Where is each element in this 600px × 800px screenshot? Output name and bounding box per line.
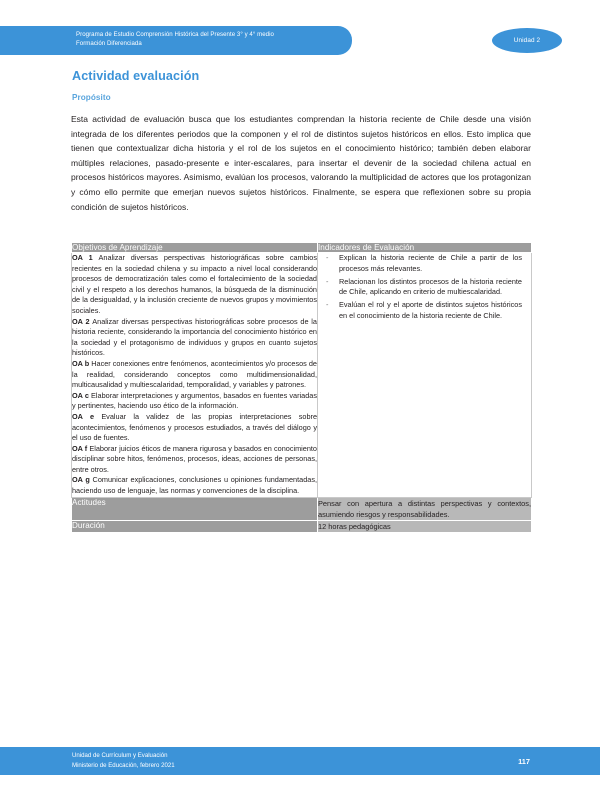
column-header-indicadores: Indicadores de Evaluación: [318, 243, 532, 253]
oa-item: [72, 253, 317, 317]
oa-text: Evaluar la validez de las propias interpretaciones sobre acontecimientos, fenómenos y procesos estudiados, a través del diálogo y el uso de fuentes.: [72, 411, 317, 443]
indicador-item: - Evalúan el rol y el aporte de distintos sujetos históricos en el conocimiento de la historia reciente de Chile.: [323, 300, 522, 322]
oa-code: OA 2: [72, 316, 93, 326]
oa-item: [72, 444, 317, 476]
column-header-objetivos: Objetivos de Aprendizaje: [72, 243, 318, 253]
header-program-text: [76, 30, 346, 48]
oa-item: [72, 412, 317, 444]
oa-text: Analizar diversas perspectivas historiográficas sobre cambios recientes en la sociedad chilena y su impacto a nivel local considerando procesos de democratización tales como el fortalecimiento de la sociedad civil y el respeto a los derechos humanos, la búsqueda de la disminución de la desigualdad, y la inclusión creciente de nuevos grupos y movimientos sociales.: [72, 253, 317, 315]
oa-code: OA c: [72, 390, 92, 400]
footer-line1: Unidad de Currículum y Evaluación: [72, 752, 168, 760]
duracion-value: 12 horas pedagógicas: [318, 520, 532, 532]
actitudes-value: Pensar con apertura a distintas perspectivas y contextos, asumiendo riesgos y responsabilidades.: [318, 498, 531, 519]
intro-paragraph: Esta actividad de evaluación busca que los estudiantes comprendan la historia reciente de Chile desde una visión integrada de los diferentes periodos que la componen y el rol de distintos sujetos históricos en ellos. Esto implica que tienen que contextualizar dicha historia y el rol de los sujetos en el conocimiento histórico; también deben elaborar múltiples relaciones, pasado-presente e inter-escalares, para insertar el devenir de la sociedad chilena actual en procesos históricos mayores. Asimismo, evalúan los procesos, valorando la multiplicidad de actores que los protagonizan y cómo ello permite que emerjan nuevos sujetos históricos. Finalmente, se espera que reflexionen sobre su propia condición de sujetos históricos.: [71, 114, 531, 212]
oa-text: Elaborar interpretaciones y argumentos, basados en fuentes variadas y pertinentes, haciendo uso ético de la información.: [72, 390, 317, 411]
header-program-line2: Formación Diferenciada: [76, 40, 142, 48]
oa-text: Analizar diversas perspectivas historiográficas sobre procesos de la historia reciente, considerando la importancia del conocimiento histórico en la sociedad y el protagonismo de individuos y grupos en cuanto sujetos históricos.: [72, 316, 317, 358]
oa-item: [72, 317, 317, 359]
oa-code: OA g: [72, 475, 93, 485]
indicador-item: - Relacionan los distintos procesos de la historia reciente de Chile, aplicando en criterio de multiescalaridad.: [323, 277, 522, 299]
duracion-label: Duración: [72, 520, 318, 532]
unit-badge: Unidad 2: [492, 28, 562, 53]
footer-text: [72, 751, 175, 770]
oa-code: OA b: [72, 358, 92, 368]
indicador-item: - Explican la historia reciente de Chile a partir de los procesos más relevantes.: [323, 253, 522, 275]
oa-text: Hacer conexiones entre fenómenos, acontecimientos y/o procesos de la realidad, considerando conceptos como multidimensionalidad, multicausalidad y multiescalaridad, temporalidad, y variables y patrones.: [72, 358, 317, 390]
page-number: 117: [518, 757, 530, 766]
oa-text: Comunicar explicaciones, conclusiones u opiniones fundamentadas, haciendo uso de lenguaje, las normas y convenciones de la disciplina.: [72, 475, 317, 496]
oa-code: OA 1: [72, 253, 99, 262]
indicadores-cell: [318, 253, 532, 498]
oa-item: [72, 391, 317, 412]
section-subtitle: Propósito: [72, 93, 111, 102]
table-row: [72, 253, 532, 498]
indicadores-list: [323, 253, 522, 322]
header-program-line1: Programa de Estudio Comprensión Histórica del Presente 3° y 4° medio: [76, 31, 274, 38]
oa-item: [72, 359, 317, 391]
actitudes-label: Actitudes: [72, 497, 318, 520]
oa-item: [72, 475, 317, 496]
page-title: Actividad evaluación: [72, 69, 200, 83]
oa-list: [72, 253, 317, 497]
table-row-actitudes: [72, 497, 532, 520]
footer-line2: Ministerio de Educación, febrero 2021: [72, 761, 175, 769]
table-header-row: [72, 243, 532, 253]
oa-code: OA e: [72, 411, 102, 421]
objetivos-cell: [72, 253, 318, 498]
table-row-duracion: [72, 520, 532, 532]
oa-code: OA f: [72, 443, 90, 453]
objectives-table: [71, 242, 532, 533]
oa-text: Elaborar juicios éticos de manera rigurosa y basados en conocimiento disciplinar sobre hitos, fenómenos, procesos, ideas, acciones de personas, entre otros.: [72, 443, 317, 474]
